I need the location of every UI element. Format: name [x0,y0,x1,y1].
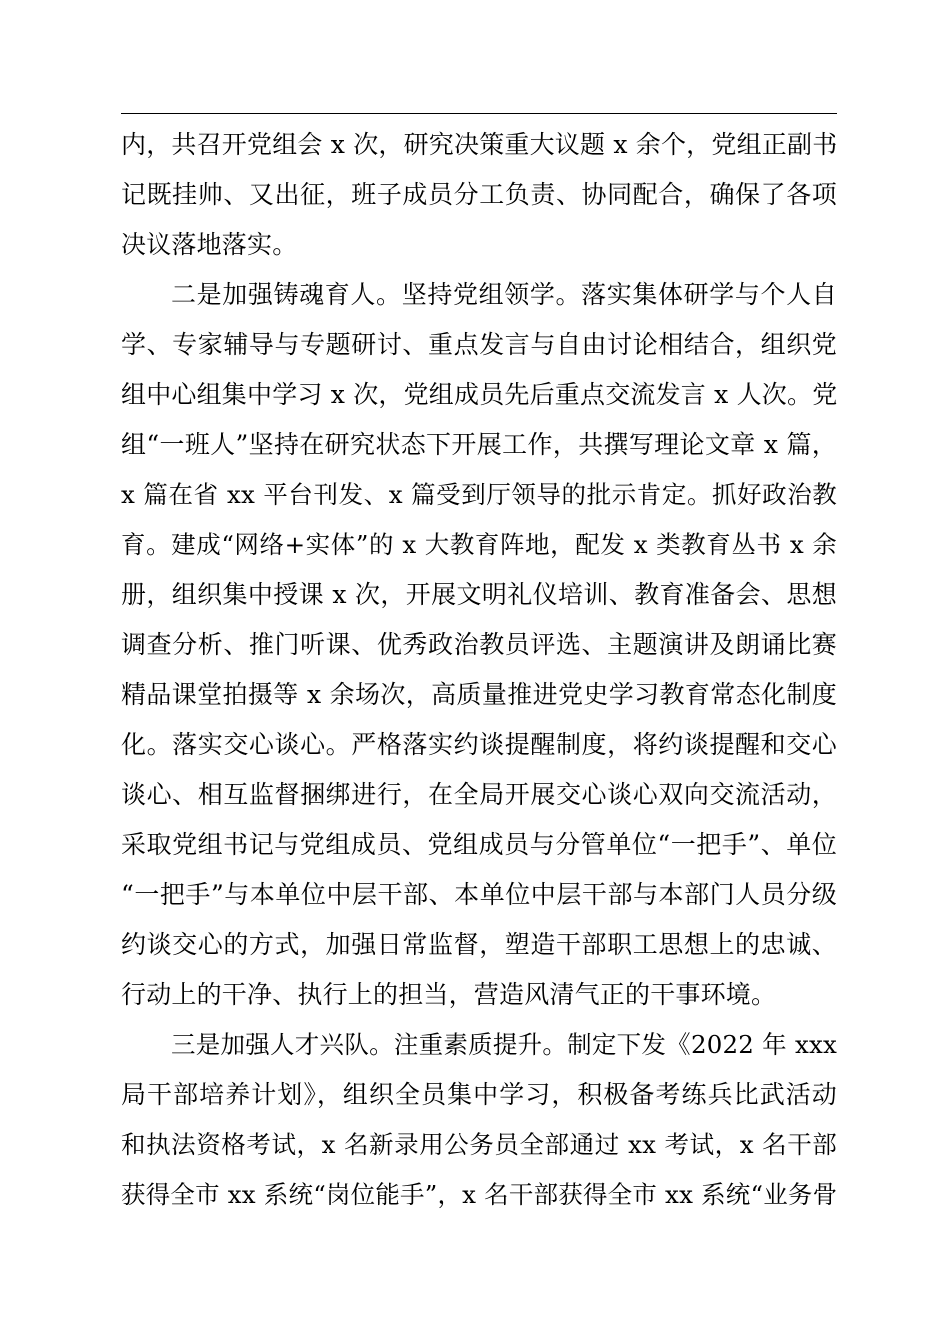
text-line: 精品课堂拍摄等 x 余场次，高质量推进党史学习教育常态化制度 [121,680,837,709]
text-line: 育。建成“网络+实体”的 x 大教育阵地，配发 x 类教育丛书 x 余 [121,530,837,559]
text-line: 学、专家辅导与专题研讨、重点发言与自由讨论相结合，组织党 [121,330,837,359]
body-text [121,120,837,1220]
text-line: 谈心、相互监督捆绑进行，在全局开展交心谈心双向交流活动， [121,780,837,809]
text-line: 获得全市 xx 系统“岗位能手”，x 名干部获得全市 xx 系统“业务骨 [121,1180,838,1209]
text-line: 决议落地落实。 [121,230,298,259]
header-rule [121,113,837,114]
text-line: 采取党组书记与党组成员、党组成员与分管单位“一把手”、单位 [121,830,837,859]
paragraph-start-line: 三是加强人才兴队。注重素质提升。制定下发《2022 年 xxx [171,1030,837,1059]
text-line: 册，组织集中授课 x 次，开展文明礼仪培训、教育准备会、思想 [121,580,837,609]
text-line: 组“一班人”坚持在研究状态下开展工作，共撰写理论文章 x 篇， [121,430,837,459]
text-line: x 篇在省 xx 平台刊发、x 篇受到厅领导的批示肯定。抓好政治教 [121,480,837,509]
text-line: “一把手”与本单位中层干部、本单位中层干部与本部门人员分级 [121,880,837,909]
text-line: 调查分析、推门听课、优秀政治教员评选、主题演讲及朗诵比赛 [121,630,837,659]
paragraph-start-line: 二是加强铸魂育人。坚持党组领学。落实集体研学与个人自 [171,280,837,309]
text-line: 局干部培养计划》，组织全员集中学习，积极备考练兵比武活动 [121,1080,837,1109]
text-line: 组中心组集中学习 x 次，党组成员先后重点交流发言 x 人次。党 [121,380,838,409]
text-line: 约谈交心的方式，加强日常监督，塑造干部职工思想上的忠诚、 [121,930,837,959]
text-line: 和执法资格考试，x 名新录用公务员全部通过 xx 考试，x 名干部 [121,1130,837,1159]
text-line: 内，共召开党组会 x 次，研究决策重大议题 x 余个，党组正副书 [121,130,838,159]
text-line: 化。落实交心谈心。严格落实约谈提醒制度，将约谈提醒和交心 [121,730,837,759]
text-line: 行动上的干净、执行上的担当，营造风清气正的干事环境。 [121,980,777,1009]
text-line: 记既挂帅、又出征，班子成员分工负责、协同配合，确保了各项 [121,180,837,209]
